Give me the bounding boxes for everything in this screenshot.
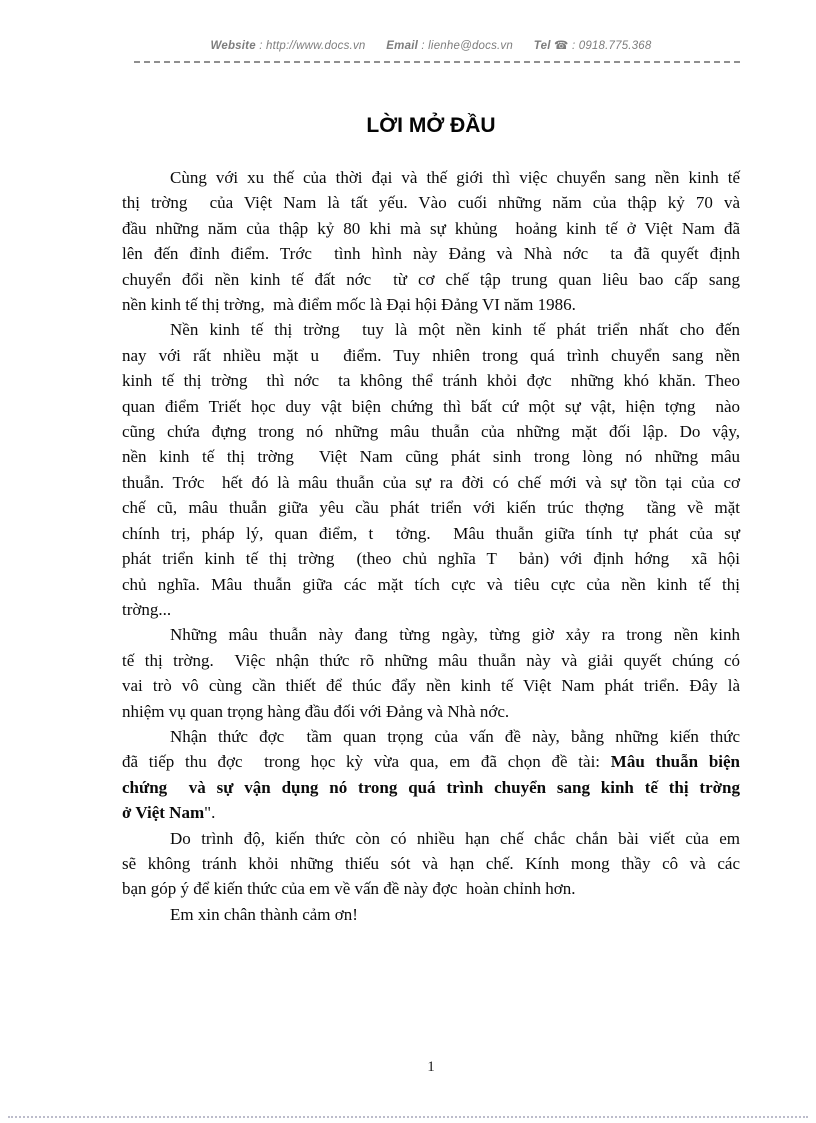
text-line <box>122 648 740 673</box>
text-segment: Nhận thức đợc tầm quan trọng của vấn đề này, bằng những kiến thức <box>170 726 740 746</box>
paragraph-3 <box>122 622 740 724</box>
text-line <box>122 622 740 647</box>
text-line <box>122 495 740 520</box>
text-segment: cũng chứa đựng trong nó những mâu thuẫn của những mặt đối lập. Do vậy, <box>122 422 740 442</box>
text-line <box>122 826 740 851</box>
website-value: : http://www.docs.vn <box>259 40 366 52</box>
text-segment: Những mâu thuẫn này đang từng ngày, từng giờ xảy ra trong nền kinh <box>170 625 740 645</box>
text-line <box>122 394 740 419</box>
text-segment: sẽ không tránh khỏi những thiếu sót và hạn chế. Kính mong thầy cô và các <box>122 853 740 873</box>
document-header <box>122 38 740 52</box>
text-line <box>122 749 740 774</box>
text-segment: Em xin chân thành cảm ơn! <box>170 904 358 924</box>
phone-icon: ☎ <box>554 40 569 52</box>
text-line <box>122 699 740 724</box>
text-segment: quan điểm Triết học duy vật biện chứng thì bất cứ một sự vật, hiện tợng nào <box>122 396 740 416</box>
page-number: 1 <box>427 1059 435 1075</box>
text-segment: kinh tế thị trờng thì nớc ta không thể tránh khỏi đợc những khó khăn. Theo <box>122 371 740 391</box>
text-line <box>122 775 740 800</box>
tel-value: : 0918.775.368 <box>571 40 652 52</box>
text-line <box>122 597 740 622</box>
header-divider <box>134 61 740 63</box>
text-line <box>122 724 740 749</box>
text-line <box>122 470 740 495</box>
page-title: LỜI MỞ ĐẦU <box>366 114 496 137</box>
text-line <box>122 800 740 825</box>
text-line <box>122 546 740 571</box>
text-line <box>122 851 740 876</box>
bold-text-segment: Mâu thuẫn biện <box>610 752 741 772</box>
text-line <box>122 419 740 444</box>
paragraph-6 <box>122 902 740 927</box>
text-segment: nền kinh tế thị trờng, mà điểm mốc là Đại hội Đảng VI năm 1986. <box>122 295 576 315</box>
text-segment: bạn góp ý để kiến thức của em về vấn đề này đợc hoàn chỉnh hơn. <box>122 879 576 899</box>
paragraph-5 <box>122 826 740 902</box>
text-segment: chính trị, pháp lý, quan điểm, t tởng. Mâu thuẫn giữa tính tự phát của sự <box>122 523 740 543</box>
text-segment: vai trò vô cùng cần thiết để thúc đẩy nền kinh tế Việt Nam phát triển. Đây là <box>122 676 740 696</box>
bold-text-segment: ở Việt Nam <box>122 803 205 823</box>
text-segment: trờng... <box>122 599 172 619</box>
text-segment: tế thị trờng. Việc nhận thức rõ những mâu thuẫn này và giải quyết chúng có <box>122 650 740 670</box>
text-line <box>122 317 740 342</box>
text-segment: chuyển đổi nền kinh tế đất nớc từ cơ chế tập trung quan liêu bao cấp sang <box>122 269 740 289</box>
paragraph-4 <box>122 724 740 826</box>
text-segment: ". <box>204 803 216 823</box>
text-line <box>122 902 740 927</box>
bold-text-segment: chứng và sự vận dụng nó trong quá trình chuyển sang kinh tế thị trờng <box>122 777 740 797</box>
text-segment: Cùng với xu thế của thời đại và thế giới thì việc chuyển sang nền kinh tế <box>170 168 740 187</box>
text-segment: đã tiếp thu đợc trong học kỳ vừa qua, em đã chọn đề tài: <box>122 752 611 772</box>
text-line <box>122 216 740 241</box>
website-label: Website <box>210 40 256 52</box>
text-segment: nhiệm vụ quan trọng hàng đầu đối với Đảng và Nhà nớc. <box>122 701 510 721</box>
text-line <box>122 572 740 597</box>
text-line <box>122 673 740 698</box>
text-segment: Nền kinh tế thị trờng tuy là một nền kinh tế phát triển nhất cho đến <box>170 320 740 340</box>
tel-label: Tel <box>533 40 551 52</box>
text-line <box>122 241 740 266</box>
text-segment: chế cũ, mâu thuẫn giữa yêu cầu phát triển với kiến trúc thợng tầng về mặt <box>122 498 740 518</box>
text-segment: nền kinh tế thị trờng Việt Nam cũng phát sinh trong lòng nó những mâu <box>122 447 740 467</box>
email-label: Email <box>386 40 418 52</box>
email-value: : lienhe@docs.vn <box>421 40 513 52</box>
text-line <box>122 368 740 393</box>
footer-divider <box>8 1116 808 1118</box>
text-line <box>122 343 740 368</box>
text-segment: thị trờng của Việt Nam là tất yếu. Vào cuối những năm của thập kỷ 70 và <box>122 193 740 213</box>
text-segment: nay với rất nhiều mặt u điểm. Tuy nhiên trong quá trình chuyển sang nền <box>122 345 740 365</box>
text-line <box>122 876 740 901</box>
text-segment: chủ nghĩa. Mâu thuẫn giữa các mặt tích cực và tiêu cực của nền kinh tế thị <box>122 574 740 594</box>
text-segment: Do trình độ, kiến thức còn có nhiều hạn chế chắc chắn bài viết của em <box>170 828 740 848</box>
document-body <box>122 165 740 927</box>
text-line <box>122 190 740 215</box>
text-segment: đầu những năm của thập kỷ 80 khi mà sự khủng hoảng kinh tế ở Việt Nam đã <box>122 218 740 238</box>
text-line <box>122 165 740 190</box>
text-segment: thuẫn. Trớc hết đó là mâu thuẫn của sự ra đời có chế mới và sự tồn tại của cơ <box>122 472 740 492</box>
paragraph-1 <box>122 165 740 317</box>
text-segment: lên đến đỉnh điểm. Trớc tình hình này Đảng và Nhà nớc ta đã quyết định <box>122 244 740 264</box>
paragraph-2 <box>122 317 740 622</box>
text-line <box>122 521 740 546</box>
text-segment: phát triển kinh tế thị trờng (theo chủ nghĩa T bản) với định hớng xã hội <box>122 549 740 569</box>
text-line <box>122 444 740 469</box>
text-line <box>122 267 740 292</box>
text-line <box>122 292 740 317</box>
